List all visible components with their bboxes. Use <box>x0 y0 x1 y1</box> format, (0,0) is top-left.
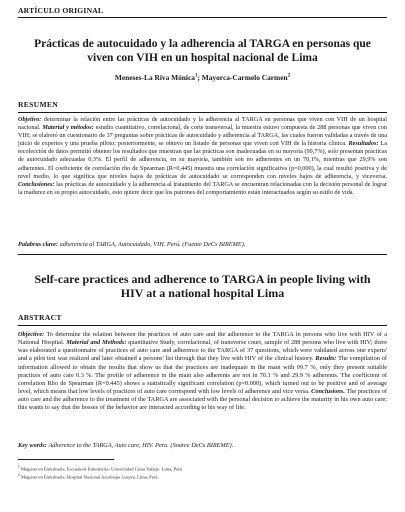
es-methods-text: estudio cuantitativo, correlacional, de corte transversal, la muestra estuvo compuesta de 288 personas que viven con VIH; se elaboró un cuestionario de 37 preguntas sobre prácticas de autocuidado y adherencia al TARGA, las cuales fueron validadas a través de una juicio de expertos y una prueba piloto; posteriormente, se obtuvo un listado de personas que viven con VIH de la historia clínica. <box>18 124 387 148</box>
es-objective-text: determinar la relación entre las prácticas de autocuidado y la adherencia al TARGA en personas que viven con VIH de un hospital nacional. <box>18 116 387 132</box>
author-2-sup: 2 <box>287 73 291 79</box>
author-1-sup: 1 <box>194 73 198 79</box>
keywords-spanish <box>18 241 387 249</box>
es-conclusions-text: las prácticas de autocuidado y la adherencia al tratamiento del TARGA se encuentran relacionadas con la decisión personal de lograr la madurez en su propio autocuidado, esto quiere decir que los patrones del comportamiento están interactuados según su estilo de vida. <box>18 180 387 196</box>
en-objective-label: Objective: <box>18 331 45 338</box>
footnote-2 <box>18 472 387 481</box>
keywords-english <box>18 442 387 450</box>
abstract-rule-english <box>18 325 387 326</box>
abstract-heading-english: ABSTRACT <box>18 313 62 322</box>
en-conclusions-label: Conclusions. <box>311 388 345 396</box>
keywords-label-spanish: Palabras clave: <box>18 241 59 248</box>
title-english: Self-care practices and adherence to TARGA in people living with HIV at a national hospital Lima <box>34 272 371 301</box>
es-objective-label: Objetivo: <box>18 116 42 123</box>
en-results-text: The compilation of information allowed to obtain the results that show us that the practices are inadequate in the main with 99.7 %, only they present suitable practices of auto care 0.3 %. The profile of adherence in the main also adherents are not in 70.1 % and 29.9 % adherents. The coefficient of correlation Rho de Spearman (R=0.445) shows a statistically significant correlation (p=0.000), which turned out to be positive and of average level, which means that low levels of practices of auto care correspond with low levels of adherence and vice versa. <box>18 355 387 396</box>
footnote-rule <box>18 459 114 460</box>
author-1: Meneses-La Riva Mónica <box>114 73 195 82</box>
en-results-label: Results: <box>315 355 337 363</box>
keywords-value-spanish: adherencia al TARGA, Autocuidado, VIH. Perú. (Fuente DeCs BIREME). <box>59 241 246 248</box>
keywords-rule-spanish <box>18 254 387 255</box>
footnote-1-sup: 1 <box>18 465 20 469</box>
header-rule <box>18 17 387 18</box>
footnote-2-text: Magister en Enfermería. Hospital Nacional Arzobispo Loayza. Lima, Perú. <box>20 474 159 480</box>
abstract-rule-spanish <box>18 112 387 113</box>
keywords-label-english: Key words: <box>18 442 47 449</box>
en-methods-label: Material and Methods: <box>66 339 127 347</box>
en-methods-text: quantitative Study, correlacional, of transverse court, sample of 288 persons who live with HIV; there was elaborated a questionnaire of practices of auto care and adherence to the TARGA of 37 questions, which were validated across one experts' and a pilot test was realized and later obtained a persons' list through that they live with HIV of the clinical history. <box>18 339 387 363</box>
es-methods-label: Material y métodos: <box>42 124 94 132</box>
abstract-spanish <box>18 116 387 197</box>
en-objective-text: To determine the relation between the practices of auto care and the adherence to the TARGA in persons who live with HIV of a National Hospital. <box>18 331 387 347</box>
title-spanish: Prácticas de autocuidado y la adherencia al TARGA en personas que viven con VIH en un hospital nacional de Lima <box>34 38 371 64</box>
es-results-label: Resultados: <box>348 140 379 148</box>
en-conclusions-text: The practices of auto care and the adherence to the treatment of the TARGA are associated with the personal decision to achieve the maturity in his own auto care; this wants to say that the bosses of the behavior are interacted according to his way of life. <box>18 388 387 412</box>
abstract-heading-spanish: RESUMEN <box>18 100 59 109</box>
section-label: ARTÍCULO ORIGINAL <box>18 6 104 15</box>
footnote-1-text: Magister en Enfermería. Escuela de Enfermería- Universidad César Vallejo. Lima, Perú <box>20 466 182 472</box>
authors: Meneses-La Riva Mónica$^1$; Mayorca-Carmelo Carmen$^2$ <box>114 73 291 82</box>
author-2: Mayorca-Carmelo Carmen <box>201 73 288 82</box>
footnote-2-sup: 2 <box>18 473 20 477</box>
es-conclusions-label: Conclusiones: <box>18 180 55 188</box>
keywords-value-english: Adherence to the TARGA, Auto care, HIV. Peru. (Source DeCs BIREME). <box>48 442 234 449</box>
es-results-text: La recolección de datos permitió obtener los resultados que muestran que las prácticas son inadecuadas en su mayoría (99,7%), solo presentan prácticas de autocuidado adecuadas 0,3%. El perfil de adherencia, en su mayoría, también son no adherentes en un 70,1%, mientras que 29,9% son adherentes. El coeficiente de correlación rho de Spearman (R=0,445) muestra una correlación significativa (p=0,000), la cual resultó positiva y de nivel medio, lo que significa que niveles bajos de prácticas de autocuidado se corresponden con niveles bajos de adherencia, y viceversa. <box>18 140 387 180</box>
abstract-english <box>18 331 387 413</box>
